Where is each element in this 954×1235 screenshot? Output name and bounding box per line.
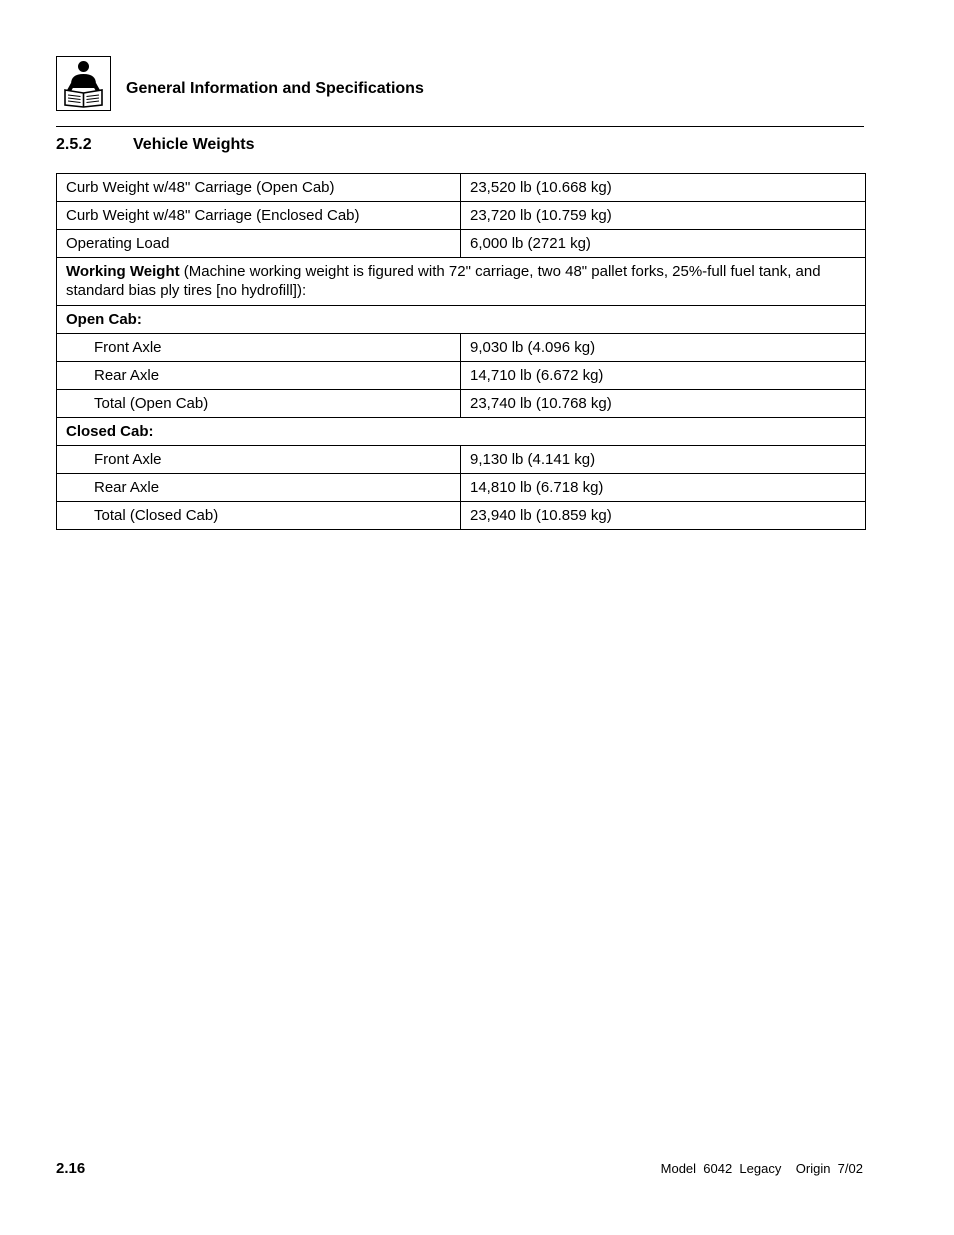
section-title: Vehicle Weights [133, 136, 255, 153]
section-number: 2.5.2 [56, 136, 92, 153]
row-value: 23,720 lb (10.759 kg) [461, 202, 866, 230]
row-label: Curb Weight w/48" Carriage (Enclosed Cab) [57, 202, 461, 230]
row-value: 6,000 lb (2721 kg) [461, 230, 866, 258]
working-weight-row [57, 258, 866, 306]
section-heading [56, 135, 255, 155]
row-value: 23,520 lb (10.668 kg) [461, 174, 866, 202]
working-weight-description: (Machine working weight is figured with 72" carriage, two 48" pallet forks, 25%-full fuel tank, and standard bias ply tires [no hydrofill]): [66, 263, 821, 299]
closed-cab-heading: Closed Cab: [57, 418, 866, 446]
table-row [57, 174, 866, 202]
person-reading-manual-icon [57, 57, 110, 110]
table-row [57, 230, 866, 258]
row-label: Front Axle [57, 334, 461, 362]
row-label: Rear Axle [57, 474, 461, 502]
table-row [57, 334, 866, 362]
closed-cab-heading-row [57, 418, 866, 446]
working-weight-label: Working Weight [66, 263, 180, 280]
row-label: Front Axle [57, 446, 461, 474]
table-row [57, 390, 866, 418]
row-value: 14,710 lb (6.672 kg) [461, 362, 866, 390]
page-number: 2.16 [56, 1160, 86, 1177]
table-row [57, 502, 866, 530]
open-cab-heading: Open Cab: [57, 306, 866, 334]
row-value: 23,940 lb (10.859 kg) [461, 502, 866, 530]
table-row [57, 446, 866, 474]
row-label: Operating Load [57, 230, 461, 258]
header-divider [56, 126, 864, 127]
table-row [57, 362, 866, 390]
footer-model-info: Model 6042 Legacy Origin 7/02 [660, 1161, 863, 1176]
row-value: 9,130 lb (4.141 kg) [461, 446, 866, 474]
row-value: 14,810 lb (6.718 kg) [461, 474, 866, 502]
row-value: 9,030 lb (4.096 kg) [461, 334, 866, 362]
working-weight-note [57, 258, 866, 306]
table-row [57, 202, 866, 230]
vehicle-weights-table [56, 173, 866, 530]
row-label: Total (Closed Cab) [57, 502, 461, 530]
manual-icon-box [56, 56, 111, 111]
row-value: 23,740 lb (10.768 kg) [461, 390, 866, 418]
row-label: Curb Weight w/48" Carriage (Open Cab) [57, 174, 461, 202]
table-row [57, 474, 866, 502]
open-cab-heading-row [57, 306, 866, 334]
page-header-title: General Information and Specifications [126, 80, 424, 97]
row-label: Total (Open Cab) [57, 390, 461, 418]
row-label: Rear Axle [57, 362, 461, 390]
